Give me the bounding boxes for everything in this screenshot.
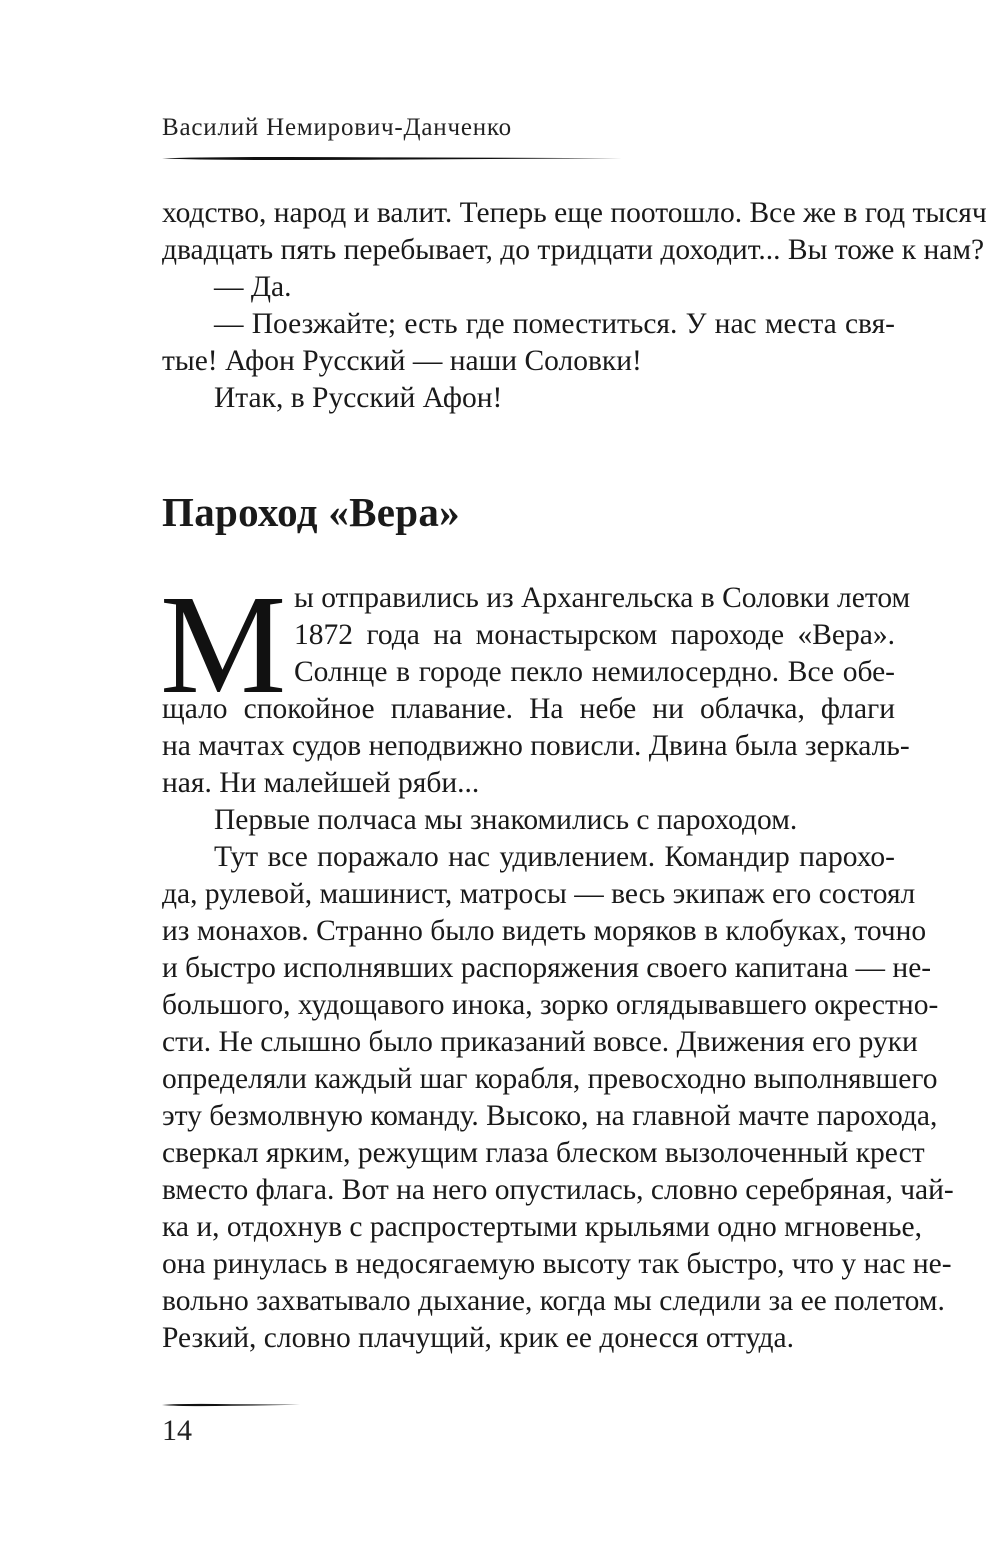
text-line: Итак, в Русский Афон! — [214, 382, 503, 414]
text-line: ная. Ни малейшей ряби... — [162, 767, 480, 799]
text-line: вместо флага. Вот на него опустилась, словно серебряная, чай- — [162, 1174, 954, 1206]
page-number: 14 — [162, 1414, 192, 1447]
text-line: Первые полчаса мы знакомились с пароходом. — [214, 804, 798, 836]
text-line: вольно захватывало дыхание, когда мы следили за ее полетом. — [162, 1285, 945, 1317]
text-line: сверкал ярким, режущим глаза блеском вызолоченный крест — [162, 1137, 925, 1169]
chapter-body — [162, 580, 954, 1357]
text-line: она ринулась в недосягаемую высоту так быстро, что у нас не- — [162, 1248, 952, 1280]
text-line: двадцать пять перебывает, до тридцати доходит... Вы тоже к нам? — [162, 234, 985, 266]
section-title: Пароход «Вера» — [162, 489, 460, 535]
continued-text — [162, 195, 987, 417]
text-line: тые! Афон Русский — наши Соловки! — [162, 345, 642, 377]
text-line: и быстро исполнявших распоряжения своего капитана — не- — [162, 952, 932, 984]
text-line: большого, худощавого инока, зорко оглядывавшего окрестно- — [162, 989, 939, 1021]
text-line: ка и, отдохнув с распростертыми крыльями одно мгновенье, — [162, 1211, 922, 1243]
text-line: Резкий, словно плачущий, крик ее донесся оттуда. — [162, 1322, 795, 1354]
text-line: сти. Не слышно было приказаний вовсе. Движения его руки — [162, 1026, 918, 1058]
footer-rule — [162, 1403, 300, 1407]
header-rule — [162, 156, 622, 161]
text-line: ы отправились из Архангельска в Соловки летом — [294, 582, 911, 614]
dialogue-line: — Да. — [214, 271, 292, 303]
text-line: ходство, народ и валит. Теперь еще поотошло. Все же в год тысяч — [162, 197, 987, 229]
text-line: из монахов. Странно было видеть моряков в клобуках, точно — [162, 915, 927, 947]
dialogue-line: — Поезжайте; есть где поместиться. У нас места свя- — [214, 308, 895, 340]
text-line: щало спокойное плавание. На небе ни облачка, флаги — [162, 693, 895, 725]
text-line: эту безмолвную команду. Высоко, на главной мачте парохода, — [162, 1100, 938, 1132]
text-line: да, рулевой, машинист, матросы — весь экипаж его состоял — [162, 878, 916, 910]
text-line: на мачтах судов неподвижно повисли. Двина была зеркаль- — [162, 730, 910, 762]
running-head-author: Василий Немирович-Данченко — [162, 114, 512, 141]
text-line: Солнце в городе пекло немилосердно. Все обе- — [294, 656, 895, 688]
text-line: 1872 года на монастырском пароходе «Вера». — [294, 619, 895, 651]
drop-cap: М — [160, 565, 287, 723]
text-line: определяли каждый шаг корабля, превосходно выполнявшего — [162, 1063, 938, 1095]
text-line: Тут все поражало нас удивлением. Командир парохо- — [214, 841, 895, 873]
